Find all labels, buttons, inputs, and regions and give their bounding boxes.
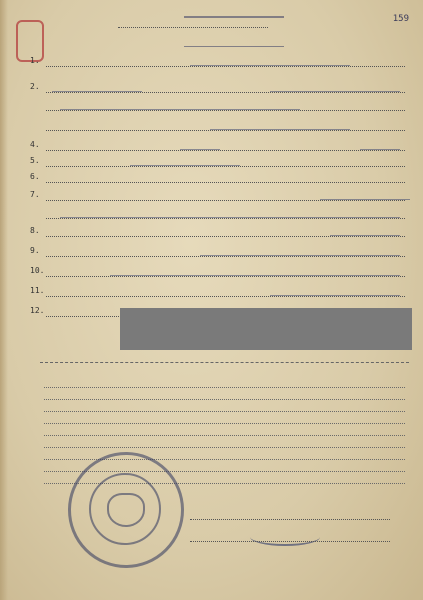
field-rule [46, 200, 405, 201]
field-number: 9. [30, 246, 40, 255]
signatory-line [190, 518, 390, 520]
handwritten-entry [180, 142, 220, 150]
field-row [30, 246, 405, 260]
text-line [44, 434, 405, 436]
handwritten-entry [130, 158, 240, 166]
handwritten-entry [330, 228, 400, 236]
field-row [30, 226, 405, 240]
handwritten-entry [320, 192, 410, 200]
field-row [30, 190, 405, 204]
field-row [30, 82, 405, 96]
signature [250, 528, 320, 546]
field-number: 10. [30, 266, 45, 275]
field-row [30, 56, 405, 70]
field-row [30, 208, 405, 222]
field-number: 12. [30, 306, 45, 315]
summary-heading-rule [40, 362, 409, 363]
field-rule [46, 166, 405, 167]
handwritten-entry [270, 288, 400, 296]
field-rule [46, 92, 405, 93]
field-rule [46, 218, 405, 219]
field-rule [46, 236, 405, 237]
field-rule [46, 66, 405, 67]
field-number: 7. [30, 190, 40, 199]
handwritten-entry [52, 84, 142, 92]
field-rule [46, 296, 405, 297]
text-line [44, 386, 405, 388]
handwritten-entry [110, 268, 400, 276]
field-number: 11. [30, 286, 45, 295]
field-number: 1. [30, 56, 40, 65]
handwritten-entry [210, 122, 350, 130]
field-row [30, 156, 405, 170]
field-number: 4. [30, 140, 40, 149]
stamp-emblem [107, 493, 145, 527]
field-rule [46, 256, 405, 257]
field-rule [46, 276, 405, 277]
text-line [44, 422, 405, 424]
field-row [30, 172, 405, 186]
field-rule [46, 110, 405, 111]
text-line [44, 446, 405, 448]
handwritten-entry [200, 248, 400, 256]
ink-archive-mark [184, 16, 284, 47]
field-row [30, 100, 405, 114]
reference-number: 159 [392, 14, 409, 24]
redacted-block [120, 308, 412, 350]
round-stamp [68, 452, 184, 568]
handwritten-entry [270, 84, 400, 92]
field-rule [46, 150, 405, 151]
signatory-line [190, 540, 390, 542]
field-rule [46, 182, 405, 183]
field-number: 2. [30, 82, 40, 91]
text-line [44, 410, 405, 412]
field-row [30, 286, 405, 300]
handwritten-entry [60, 210, 400, 218]
handwritten-entry [60, 102, 300, 110]
field-row [30, 140, 405, 154]
field-number: 8. [30, 226, 40, 235]
field-number: 6. [30, 172, 40, 181]
text-line [44, 398, 405, 400]
left-page-edge [0, 0, 8, 600]
field-row [30, 120, 405, 134]
field-row [30, 266, 405, 280]
field-rule [46, 130, 405, 131]
field-number: 5. [30, 156, 40, 165]
handwritten-entry [360, 142, 400, 150]
handwritten-entry [190, 58, 350, 66]
